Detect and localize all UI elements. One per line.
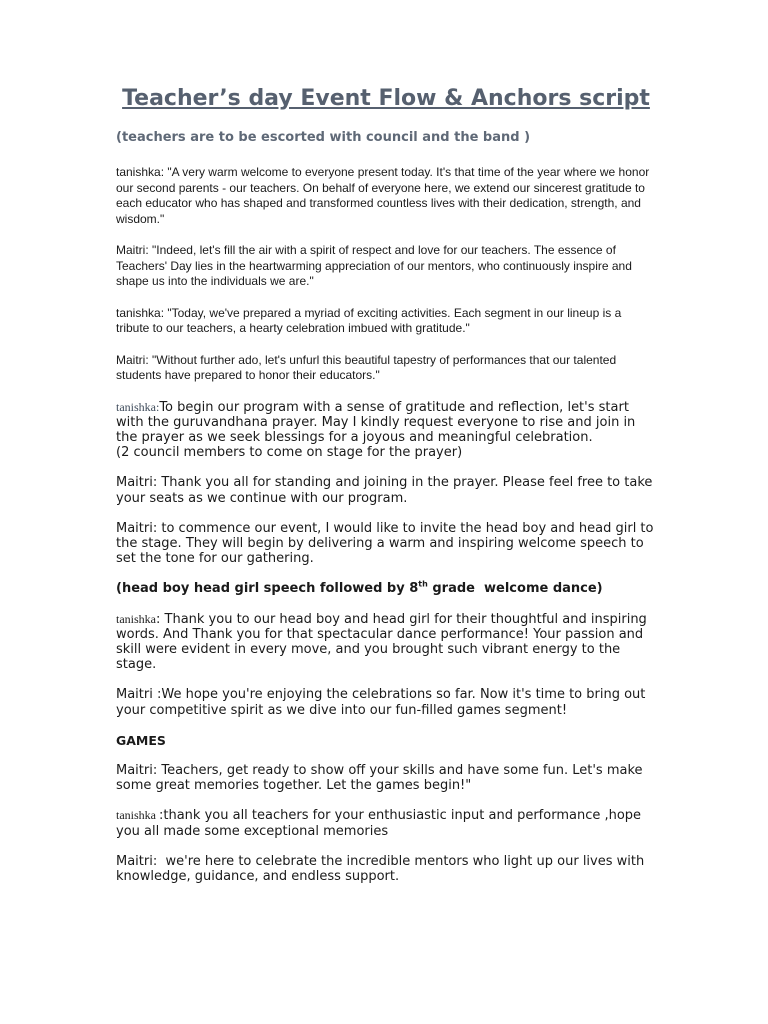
- document-page: [116, 86, 656, 899]
- paragraph-5: [116, 400, 656, 461]
- speech-note-a: (head boy head girl speech followed by 8: [116, 581, 419, 597]
- paragraph-14: Maitri: we're here to celebrate the incredible mentors who light up our lives with knowledge, guidance, and endless support.: [116, 853, 649, 884]
- paragraph-text: To begin our program with a sense of gratitude and reflection, let's start with the guruvandhana prayer. May I kindly request everyone to rise and join in the prayer as we seek blessings for a joyous and meaningful celebration.: [116, 399, 636, 445]
- speaker-name: tanishka: [116, 611, 156, 626]
- games-heading: GAMES: [116, 732, 166, 748]
- speech-note-b: grade welcome dance): [427, 581, 603, 597]
- paragraph-8: [116, 581, 656, 596]
- paragraph-4: Maitri: "Without further ado, let's unfurl this beautiful tapestry of performances that our talented students have prepared to honor their educators.": [116, 352, 617, 382]
- paragraph-1: tanishka: "A very warm welcome to everyone present today. It's that time of the year where we honor our second parents - our teachers. On behalf of everyone here, we extend our sincerest gratitude to each educator who has shaped and transformed countless lives with their dedication, strength, and wisdom.": [116, 165, 650, 226]
- speaker-name: tanishka:: [116, 399, 160, 414]
- page-title: Teacher’s day Event Flow & Anchors script: [122, 86, 650, 111]
- ordinal-suffix: th: [418, 580, 428, 589]
- paragraph-text: : Thank you to our head boy and head girl for their thoughtful and inspiring words. And Thank you for that spectacular dance performance! Your passion and skill were evident in every move, and you brought such vibrant energy to the stage.: [116, 611, 647, 673]
- paragraph-text: :thank you all teachers for your enthusiastic input and performance ,hope you all made some exceptional memories: [116, 808, 642, 839]
- paragraph-12: Maitri: Teachers, get ready to show off your skills and have some fun. Let's make some great memories together. Let the games begin!": [116, 762, 643, 794]
- escort-note: (teachers are to be escorted with council and the band ): [116, 130, 531, 145]
- paragraph-10: Maitri :We hope you're enjoying the celebrations so far. Now it's time to bring out your competitive spirit as we dive into our fun-filled games segment!: [116, 687, 646, 718]
- paragraph-3: tanishka: "Today, we've prepared a myriad of exciting activities. Each segment in our lineup is a tribute to our teachers, a hearty celebration imbued with gratitude.": [116, 305, 622, 335]
- paragraph-7: Maitri: to commence our event, I would like to invite the head boy and head girl to the stage. They will begin by delivering a warm and inspiring welcome speech to set the tone for our gathering.: [116, 520, 654, 567]
- speaker-name: tanishka: [116, 808, 159, 823]
- paragraph-9: [116, 612, 656, 673]
- paragraph-13: [116, 808, 656, 838]
- stage-note: (2 council members to come on stage for the prayer): [116, 445, 463, 461]
- paragraph-6: Maitri: Thank you all for standing and joining in the prayer. Please feel free to take your seats as we continue with our program.: [116, 475, 653, 506]
- paragraph-2: Maitri: "Indeed, let's fill the air with a spirit of respect and love for our teachers. The essence of Teachers' Day lies in the heartwarming appreciation of our mentors, who continuously inspire and shape us into the individuals we are.": [116, 243, 632, 288]
